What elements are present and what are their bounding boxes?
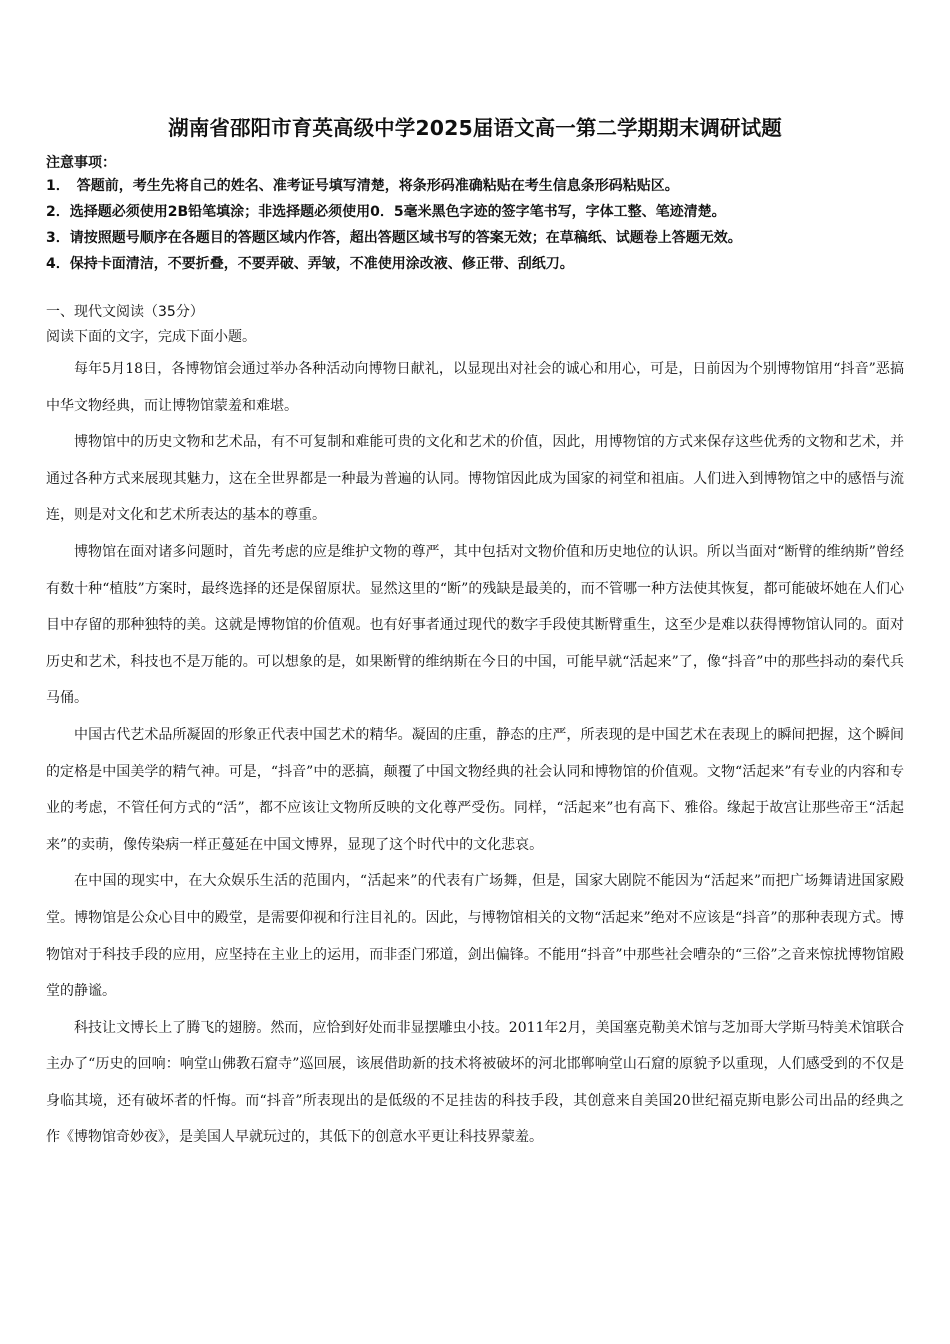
passage-paragraph: 每年5月18日，各博物馆会通过举办各种活动向博物日献礼，以显现出对社会的诚心和用心，可是，日前因为个别博物馆用“抖音”恶搞中华文物经典，而让博物馆蒙羞和难堪。	[46, 361, 904, 414]
reading-instruction: 阅读下面的文字，完成下面小题。	[46, 329, 256, 345]
notice-item: 4．保持卡面清洁，不要折叠，不要弄破、弄皱，不准使用涂改液、修正带、刮纸刀。	[46, 256, 574, 272]
passage-paragraph: 科技让文博长上了腾飞的翅膀。然而，应恰到好处而非显摆雕虫小技。2011年2月，美国塞克勒美术馆与芝加哥大学斯马特美术馆联合主办了“历史的回响：响堂山佛教石窟寺”巡回展，该展借助新的技术将被破坏的河北邯郸响堂山石窟的原貌予以重现，人们感受到的不仅是身临其境，还有破坏者的忏悔。而“抖音”所表现出的是低级的不足挂齿的科技手段，其创意来自美国20世纪福克斯电影公司出品的经典之作《博物馆奇妙夜》，是美国人早就玩过的，其低下的创意水平更让科技界蒙羞。	[46, 1019, 904, 1146]
notice-item: 2．选择题必须使用2B铅笔填涂；非选择题必须使用0．5毫米黑色字迹的签字笔书写，字体工整、笔迹清楚。	[46, 204, 726, 220]
notice-item: 1． 答题前，考生先将自己的姓名、准考证号填写清楚，将条形码准确粘贴在考生信息条形码粘贴区。	[46, 178, 679, 194]
passage-paragraph: 博物馆在面对诸多问题时，首先考虑的应是维护文物的尊严，其中包括对文物价值和历史地位的认识。所以当面对“断臂的维纳斯”曾经有数十种“植肢”方案时，最终选择的还是保留原状。显然这里的“断”的残缺是最美的，而不管哪一种方法使其恢复，都可能破坏她在人们心目中存留的那种独特的美。这就是博物馆的价值观。也有好事者通过现代的数字手段使其断臂重生，这至少是难以获得博物馆认同的。面对历史和艺术，科技也不是万能的。可以想象的是，如果断臂的维纳斯在今日的中国，可能早就“活起来”了，像“抖音”中的那些抖动的秦代兵马俑。	[46, 543, 904, 707]
section-heading: 一、现代文阅读（35分）	[46, 304, 204, 320]
passage-paragraph: 博物馆中的历史文物和艺术品，有不可复制和难能可贵的文化和艺术的价值，因此，用博物馆的方式来保存这些优秀的文物和艺术，并通过各种方式来展现其魅力，这在全世界都是一种最为普遍的认同。博物馆因此成为国家的祠堂和祖庙。人们进入到博物馆之中的感悟与流连，则是对文化和艺术所表达的基本的尊重。	[46, 434, 904, 524]
notice-heading: 注意事项：	[46, 155, 116, 171]
notice-list	[46, 178, 916, 282]
notice-item: 3．请按照题号顺序在各题目的答题区域内作答，超出答题区域书写的答案无效；在草稿纸、试题卷上答题无效。	[46, 230, 742, 246]
passage-paragraph: 中国古代艺术品所凝固的形象正代表中国艺术的精华。凝固的庄重，静态的庄严，所表现的是中国艺术在表现上的瞬间把握，这个瞬间的定格是中国美学的精气神。可是，“抖音”中的恶搞，颠覆了中国文物经典的社会认同和博物馆的价值观。文物“活起来”有专业的内容和专业的考虑，不管任何方式的“活”，都不应该让文物所反映的文化尊严受伤。同样，“活起来”也有高下、雅俗。缘起于故宫让那些帝王“活起来”的卖萌，像传染病一样正蔓延在中国文博界，显现了这个时代中的文化悲哀。	[46, 726, 904, 853]
exam-title: 湖南省邵阳市育英高级中学2025届语文高一第二学期期末调研试题	[168, 116, 782, 140]
passage-paragraph: 在中国的现实中，在大众娱乐生活的范围内，“活起来”的代表有广场舞，但是，国家大剧院不能因为“活起来”而把广场舞请进国家殿堂。博物馆是公众心目中的殿堂，是需要仰视和行注目礼的。因此，与博物馆相关的文物“活起来”绝对不应该是“抖音”的那种表现方式。博物馆对于科技手段的应用，应坚持在主业上的运用，而非歪门邪道，剑出偏锋。不能用“抖音”中那些社会嘈杂的“三俗”之音来惊扰博物馆殿堂的静谧。	[46, 873, 904, 1000]
reading-passage	[46, 351, 904, 1156]
